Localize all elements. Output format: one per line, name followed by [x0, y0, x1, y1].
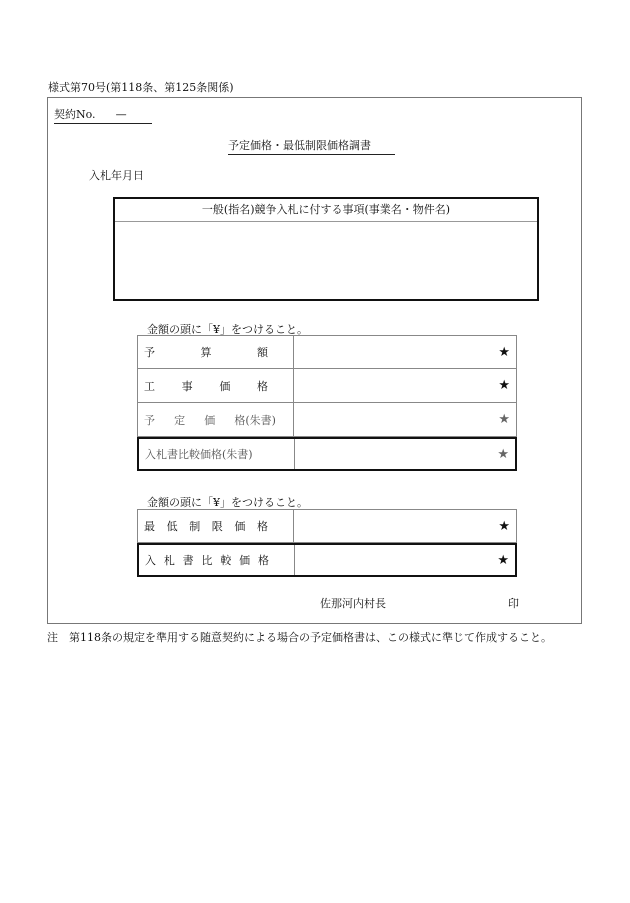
row-bid-comparison-price — [137, 437, 517, 471]
form-label: 様式第70号(第118条、第125条関係) — [48, 81, 234, 94]
contract-number — [54, 109, 152, 124]
footnote: 注 第118条の規定を準用する随意契約による場合の予定価格書は、この様式に準じて作成すること。 — [47, 631, 552, 644]
row-budget-amount — [137, 335, 517, 369]
contract-number-label: 契約No. — [54, 108, 96, 121]
price-table-budget — [137, 335, 517, 471]
star-icon: ★ — [498, 518, 510, 534]
star-icon: ★ — [497, 446, 509, 462]
row-label: 予 算 額 — [144, 346, 268, 359]
row-minimum-limit-price — [137, 509, 517, 543]
bid-date-label: 入札年月日 — [89, 169, 144, 182]
row-label: 入札書比較価格(朱書) — [145, 448, 253, 461]
subject-header: 一般(指名)競争入札に付する事項(事業名・物件名) — [115, 199, 537, 222]
yen-note: 金額の頭に「¥」をつけること。 — [147, 496, 308, 509]
row-construction-price — [137, 369, 517, 403]
seal-mark: 印 — [508, 597, 519, 610]
row-label: 最 低 制 限 価 格 — [144, 520, 268, 533]
star-icon: ★ — [498, 378, 510, 393]
price-table-minimum — [137, 509, 517, 577]
row-bid-comparison-price — [137, 543, 517, 577]
star-icon: ★ — [498, 344, 510, 360]
row-label: 予 定 価 格(朱書) — [144, 413, 276, 427]
contract-number-value: — — [115, 108, 127, 121]
yen-note: 金額の頭に「¥」をつけること。 — [147, 323, 308, 336]
subject-box — [113, 197, 539, 301]
document-title: 予定価格・最低制限価格調書 — [228, 140, 395, 155]
star-icon: ★ — [497, 552, 509, 568]
row-label: 入 札 書 比 較 価 格 — [145, 554, 269, 567]
signer-title: 佐那河内村長 — [320, 597, 386, 610]
star-icon: ★ — [498, 412, 510, 427]
row-label: 工 事 価 格 — [144, 379, 268, 393]
row-estimated-price — [137, 403, 517, 437]
